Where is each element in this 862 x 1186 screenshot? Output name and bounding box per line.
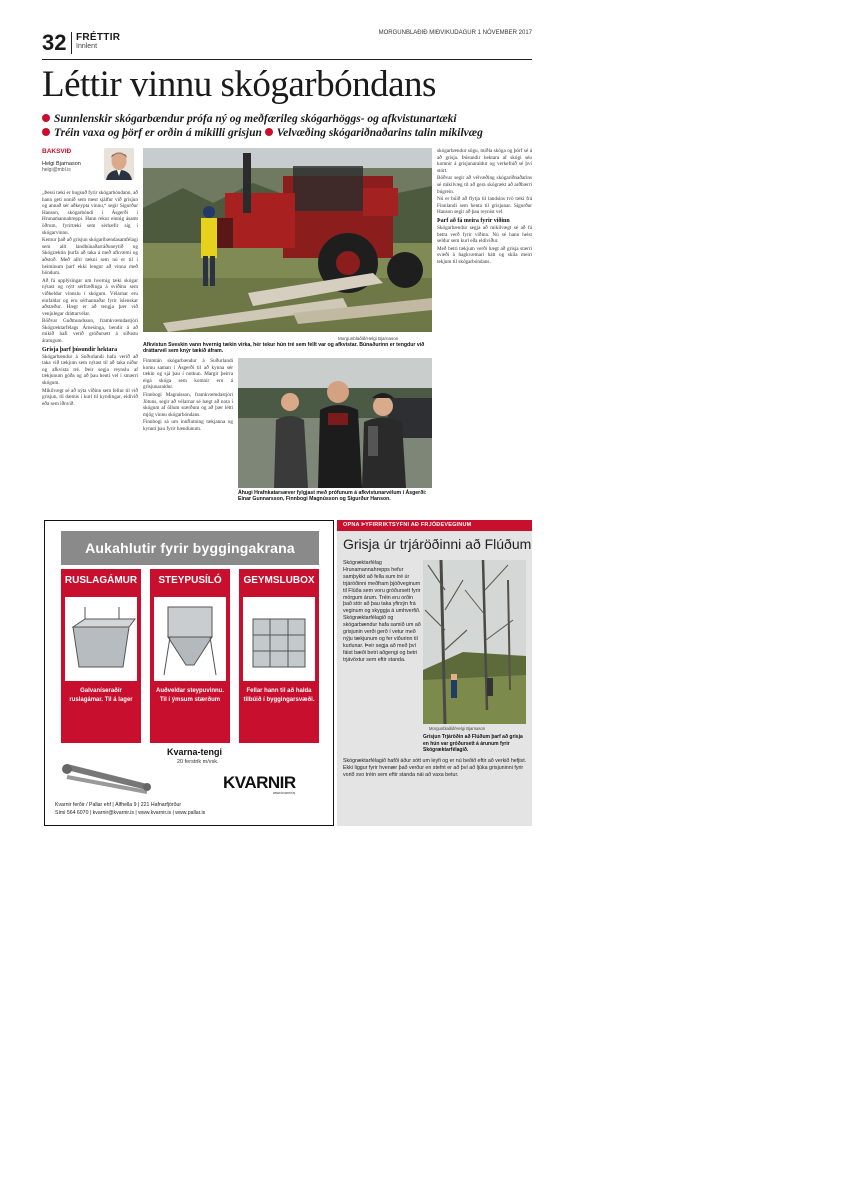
header-divider	[71, 32, 72, 54]
photo-credit: Morgunblaðið/Helgi Bjarnason	[338, 336, 399, 341]
tree-row-photo	[423, 560, 526, 724]
storage-box-icon	[243, 597, 315, 681]
newspaper-page	[42, 26, 532, 826]
photo-caption: Afkvistun Sveskin vann hvernig tækin virka, hér tekur hún tré sem fellt var og afkvistar. Búnaðurinn er tengdur við dráttarvél sem knýr tækið áfram.	[143, 342, 425, 355]
byline	[42, 148, 138, 188]
coupling-icon	[57, 747, 157, 797]
author-email[interactable]: helgi@mbl.is	[42, 167, 71, 173]
page-header	[42, 26, 532, 60]
people-photo	[238, 358, 432, 488]
product-subtitle: 20 ferstrik m/vsk.	[177, 759, 219, 765]
bullet-icon	[265, 128, 273, 136]
section-name: FRÉTTIR	[76, 32, 121, 43]
tractor-photo	[143, 148, 432, 332]
deck-line: Sunnlenskir skógarbændur prófa ný og meðfærileg skógarhöggs- og afkvistunartæki	[42, 112, 532, 126]
subheading: Þarf að fá meira fyrir viðinn	[437, 217, 510, 224]
sidebar-headline: Grisja úr trjáröðinni að Flúðum	[343, 536, 532, 552]
sidebar-story	[337, 520, 532, 826]
ad-box-ruslagamur: RUSLAGÁMUR Galvaníseraðir ruslagámar. Til á lager	[61, 569, 141, 743]
ad-title: Aukahlutir fyrir byggingakrana	[85, 540, 295, 556]
byline-kicker: BAKSVIÐ	[42, 148, 72, 155]
page-number: 32	[42, 30, 67, 55]
photo-caption: Grisjun Trjáröðin að Flúðum þarf að grisja en hún var gróðursett á árunum fyrir Skógræktarfélagið.	[423, 734, 523, 754]
ad-title-bar	[61, 531, 319, 565]
photo-credit: Morgunblaðið/Helgi Bjarnason	[429, 726, 486, 731]
subsection-name: Innlent	[76, 43, 98, 50]
author-name: Helgi Bjarnason	[42, 161, 81, 167]
photo-caption: Áhugi Hrafnkatarsæver fylgjast með prófunum á afkvistunarvélum í Ásgerði: Einar Gunnarsson, Finnbogi Magnússon og Sigurður Hanson.	[238, 490, 427, 503]
article-column-3: skógarbændur sögu, miðla skóga og þörf sé á að grisja. Þúsundir hektara af skógi séu komnir á grisjunaraldur og verkefnið sé því stórt. Böðvar segir að vélvæðing skógariðnaðarins sé mikilvæg til að gera skógrækt að arðbærri búgrein. Nú er búið að flytja til landsins tvö tæki frá Finnlandi sem henta til grisjunar. Sigurður Hanson segir að þau reynist vel. Þarf að fá meira fyrir viðinn Skógarbændur segja að mikilvægt sé að fá betra verð fyrir viðinn. Nú sé hann helst seldur sem kurl eða eldiviður. Með betri tækjum verði hægt að grisja stærri svæði á hagkvæmari hátt og skila meiri tekjum til skógarbóndans.	[437, 148, 532, 265]
article-column-2: Fimmtán skógarbændur á Suðurlandi komu saman í Ásgerði til að kynna sér tækin og sjá þau í notkun. Margir þeirra eiga skóga sem komnir eru á grisjunaraldur. Finnbogi Magnússon, framkvæmdastjóri Jötuns, segir að vélarnar sé hægt að nota í skógum af öllum stærðum og að þær létti mjög vinnu skógarbóndans. Finnbogi sá um innflutning tækjanna og kynnti þau fyrir bændunum.	[143, 358, 233, 432]
ad-footer: Kvarnir ferðir / Pallar ehf | Álfhella 9 | 221 Hafnarfjörður Sími 564 6070 | kvarnir@kvarnir.is | www.kvarnir.is | www.pallar.is	[55, 802, 206, 816]
sidebar-tag: OPNA ÞYFIRRIKTSYFNI AÐ FRJÓÐEVEGINUM	[337, 520, 532, 531]
dateline: MORGUNBLAÐIÐ MIÐVIKUDAGUR 1 NÓVEMBER 2017	[378, 30, 532, 36]
bullet-icon	[42, 128, 50, 136]
ad-box-geymslubox: GEYMSLUBOX Fellar hann til að halda tilbúið í byggingarsvæði.	[239, 569, 319, 743]
header-rule	[42, 59, 532, 60]
bullet-icon	[42, 114, 50, 122]
article-headline: Léttir vinnu skógarbóndans	[42, 64, 436, 105]
subheading: Grisja þarf þúsundir hektara	[42, 346, 118, 353]
product-name: Kvarna-tengi	[167, 747, 223, 757]
sidebar-text: Skógræktarfélag Hrunamannahrepps hefur samþykkt að fella sum tré úr trjáröðinni meðfram þjóðveginum til Flúða sem voru gróðursett fyrir mörgum árum. Tréin eru orðin það stór að þau taka yfirsýn frá veginum og skyggja á umhverfið. Skógræktarfélagið og skógarbændur hafa samið um að grisjunin verði gerð í vetur með nýju tækjunum og fer viðurinn til kurlunar. Þeir segja að með því fáist bæði betri aðgengi og betri trjávöxtur sem eftir standa.	[343, 560, 421, 663]
sidebar-text-bottom: Skógræktarfélagið hafði áður sótt um leyfi og er nú beðið eftir að verkið hefjist. Ekki liggur fyrir hvenær það verður en stefnt er að því að ljúka grisjuninni fyrir vorið svo tréin sem eftir standa nái að vaxa betur.	[343, 758, 527, 778]
kvarnir-logo: KVARNIR www.kvarnir.is	[223, 773, 296, 795]
article-column-1: „Þessi tæki er hugsuð fyrir skógarbóndann, að hann geti unnið sem mest sjálfur við grisjun og annað sér aðkeypta vinnu,“ segir Sigurður Hanson, skógarbóndi í Ásgerði í Hrunamannahreppi. Hann rekur einnig ásamt öðrum, fyrirtæki sem sérhæfir sig í skógarvinnu. Kemur það að grisjun skógaríbændasamfélagi sem allt landbúnaðarráðuneytið og Skógræktin þurfa að taka á með afkvæmi og aðstoð. Með allri tækni sem nú er til í heiminum þarf ekki lengur að vinna með höndum. Að fá upplýsingar um hvernig tæki skógar nýtast og nýtt sérfræðinga á sviðinu sem viðheldur vinnslu í skógum. Vélarnar eru einfaldar og eru sérhannaðar fyrir íslenskar aðstæður. Hægt er að tengja þær við venjulegar dráttarvélar. Böðvar Guðmundsson, framkvæmdastjóri Skógræktarfélags Árnesinga, bendir á að mikið hafi verið gróðursett á síðustu áratugum. Grisja þarf þúsundir hektara Skógarbændur á Suðurlandi hafa verið að taka við tækjum sem nýtast til að taka niður og afkvista tré. Þeir segja reynslu af tækjunum góða og að þau henti vel í smærri skógum. Mikilvægt sé að nýta viðinn sem fellur til við grisjun, til dæmis í kurl til kyndingar, eldivið eða sem iðnvið.	[42, 190, 138, 407]
deck-line: Tréin vaxa og þörf er orðin á mikilli grisjun Velvæðing skógariðnaðarins talin mikilvæg	[42, 126, 532, 140]
ad-box-steypusilo: STEYPUSÍLÓ Auðveldar steypuvinnu. Til í ýmsum stærðum	[150, 569, 230, 743]
dumpster-icon	[65, 597, 137, 681]
deck-block	[42, 112, 532, 140]
author-avatar	[104, 148, 134, 180]
concrete-silo-icon	[154, 597, 226, 681]
advertisement[interactable]	[44, 520, 334, 826]
